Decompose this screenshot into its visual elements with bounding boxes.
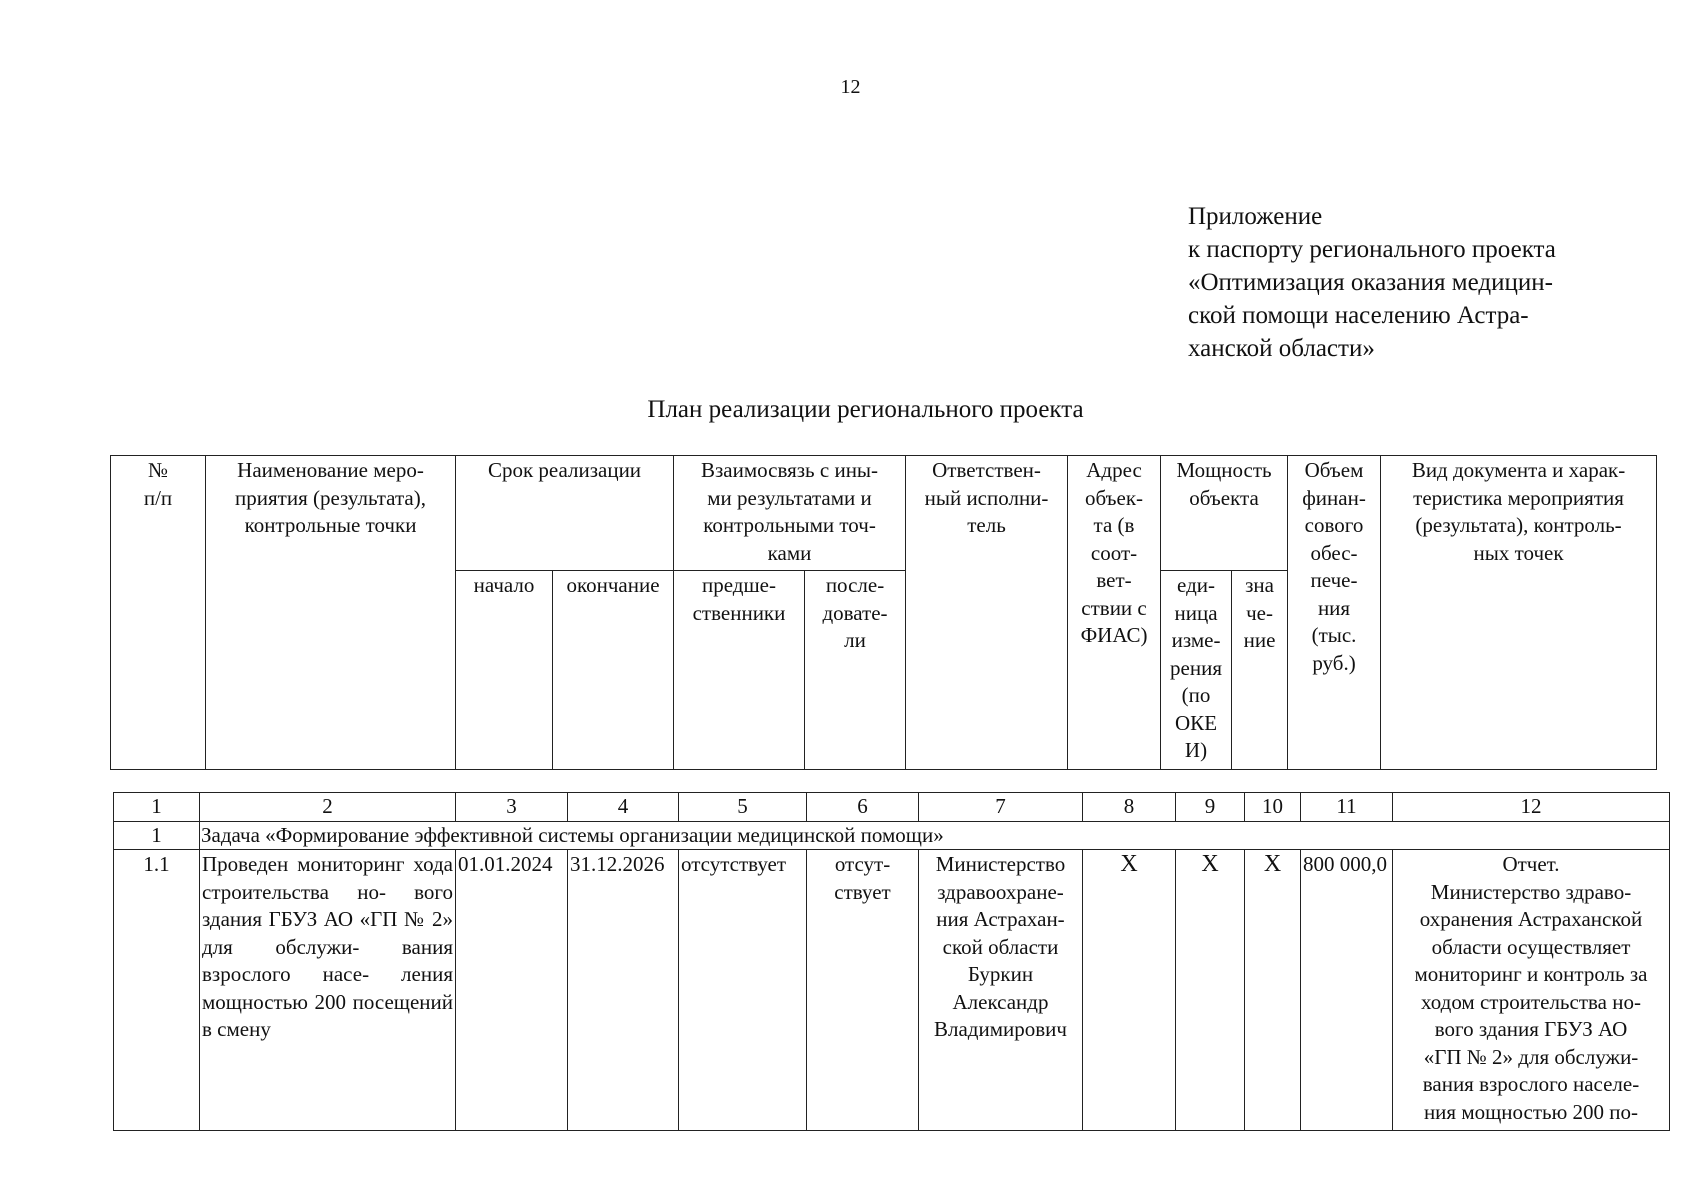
item-end-date: 31.12.2026 — [568, 850, 679, 1131]
header-name: Наименование меро- приятия (результата), контрольные точки — [206, 456, 456, 770]
column-number: 10 — [1245, 793, 1301, 822]
item-start-date: 01.01.2024 — [456, 850, 568, 1131]
plan-title: План реализации регионального проекта — [647, 396, 1084, 423]
column-number: 1 — [114, 793, 200, 822]
column-number: 6 — [807, 793, 919, 822]
item-executor: Министерство здравоохране- ния Астрахан- ской области Буркин Александр Владимирович — [919, 850, 1083, 1131]
column-number: 3 — [456, 793, 568, 822]
header-value: зна че- ние — [1232, 571, 1288, 770]
item-document: Отчет. Министерство здраво- охранения Астраханской области осуществляет мониторинг и контроль за ходом строительства но- вого здания ГБУЗ АО «ГП № 2» для обслужи- вания взрослого населе- ния мощностью 200 по- — [1393, 850, 1670, 1131]
column-number: 2 — [200, 793, 456, 822]
item-name: Проведен мониторинг хода строительства но- вого здания ГБУЗ АО «ГП № 2» для обслужи- вания взрослого насе- ления мощностью 200 посещений в смену — [200, 850, 456, 1131]
header-end: окончание — [553, 571, 674, 770]
item-unit: Х — [1176, 850, 1245, 1131]
appendix-line: «Оптимизация оказания медицин- — [1188, 269, 1553, 296]
task-title: Задача «Формирование эффективной системы организации медицинской помощи» — [200, 821, 1670, 850]
column-number: 8 — [1083, 793, 1176, 822]
item-funding: 800 000,0 — [1301, 850, 1393, 1131]
header-num: № п/п — [111, 456, 206, 770]
header-start: начало — [456, 571, 553, 770]
header-relation: Взаимосвязь с ины- ми результатами и контрольными точ- ками — [674, 456, 906, 571]
item-successors: отсут- ствует — [807, 850, 919, 1131]
header-address: Адрес объек- та (в соот- вет- ствии с ФИАС) — [1068, 456, 1161, 770]
header-predecessors: предше- ственники — [674, 571, 805, 770]
column-number: 7 — [919, 793, 1083, 822]
header-unit: еди- ница изме- рения (по ОКЕ И) — [1161, 571, 1232, 770]
appendix-line: к паспорту регионального проекта — [1188, 236, 1556, 263]
page-number: 12 — [840, 76, 861, 98]
header-executor: Ответствен- ный исполни- тель — [906, 456, 1068, 770]
header-capacity: Мощность объекта — [1161, 456, 1288, 571]
column-number: 12 — [1393, 793, 1670, 822]
header-document: Вид документа и харак- теристика мероприятия (результата), контроль- ных точек — [1381, 456, 1657, 770]
appendix-line: ханской области» — [1188, 335, 1375, 362]
header-period: Срок реализации — [456, 456, 674, 571]
header-funding: Объем финан- сового обес- пече- ния (тыс. руб.) — [1288, 456, 1381, 770]
header-table — [110, 455, 1657, 770]
column-number: 11 — [1301, 793, 1393, 822]
column-number: 9 — [1176, 793, 1245, 822]
appendix-line: Приложение — [1188, 203, 1323, 230]
column-number: 4 — [568, 793, 679, 822]
item-predecessors: отсутствует — [679, 850, 807, 1131]
item-address: Х — [1083, 850, 1176, 1131]
appendix-note — [1188, 200, 1628, 365]
header-successors: после- довате- ли — [805, 571, 906, 770]
item-number: 1.1 — [114, 850, 200, 1131]
appendix-line: ской помощи населению Астра- — [1188, 302, 1529, 329]
item-value: Х — [1245, 850, 1301, 1131]
plan-table — [113, 792, 1670, 1131]
task-number: 1 — [114, 821, 200, 850]
column-number: 5 — [679, 793, 807, 822]
